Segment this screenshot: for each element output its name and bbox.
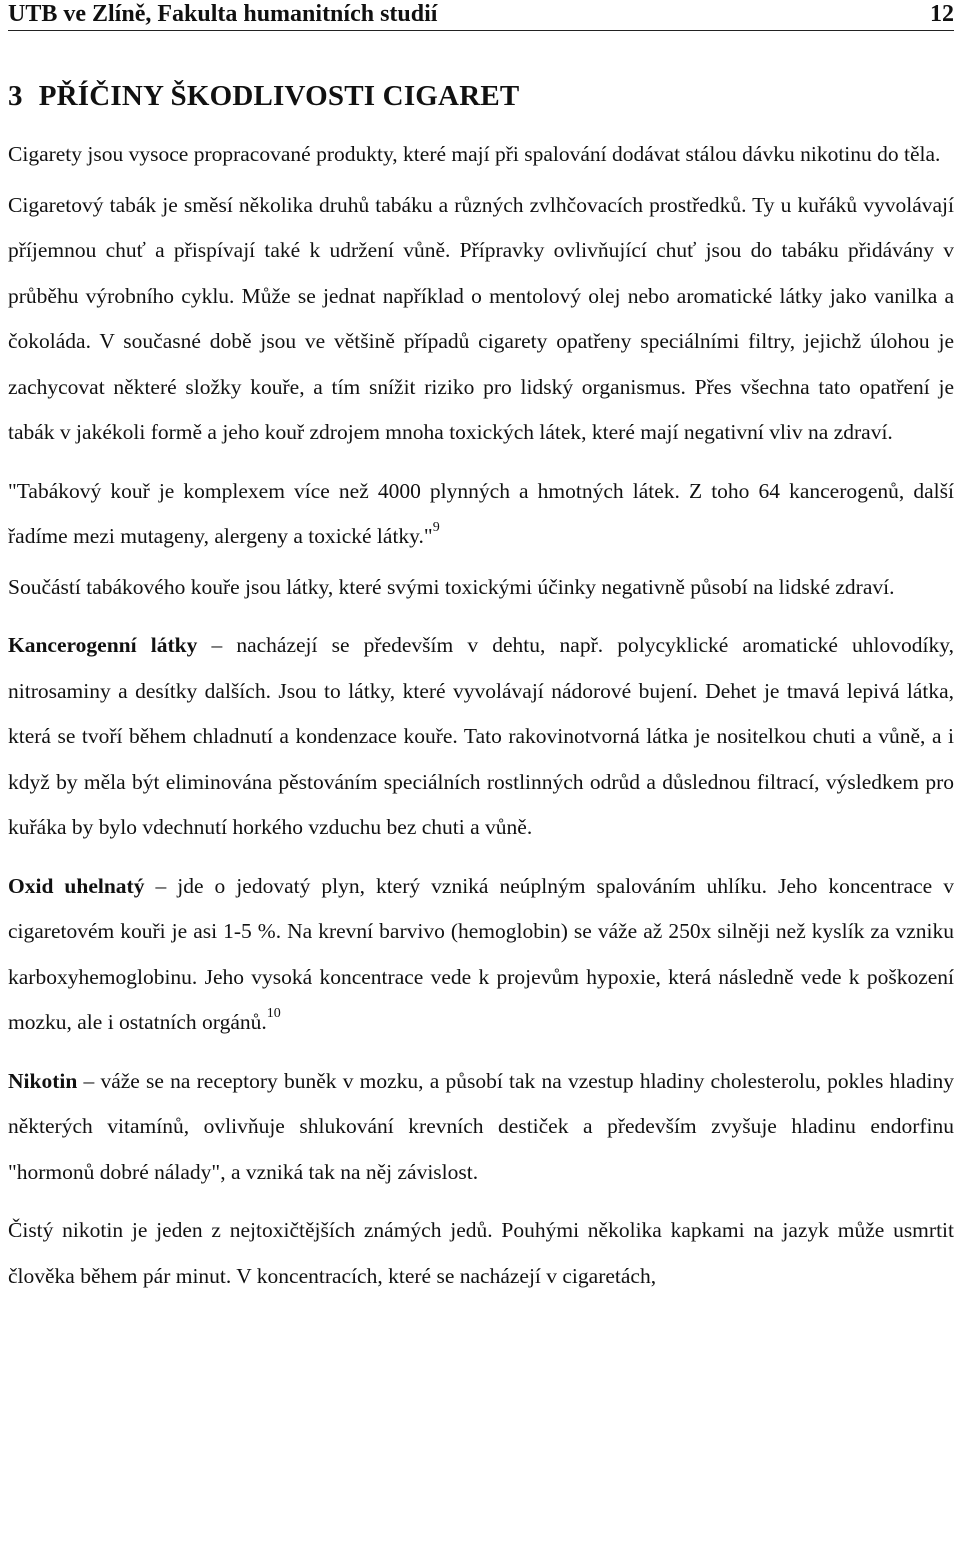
page-body xyxy=(8,76,954,1312)
term-nicotine: Nikotin xyxy=(8,1068,78,1093)
paragraph-intro: Cigarety jsou vysoce propracované produkty, které mají při spalování dodávat stálou dávku nikotinu do těla. xyxy=(8,142,941,166)
carcinogens-text: – nacházejí se především v dehtu, např. polycyklické aromatické uhlovodíky, nitrosaminy a desítky dalších. Jsou to látky, které vyvolávají nádorové bujení. Dehet je tmavá lepivá látka, která se tvoří během chladnutí a kondenzace kouře. Tato rakovinotvorná látka je nositelkou chuti a vůně, a i když by měla být eliminována pěstováním speciálních rostlinných odrůd a důslednou filtrací, výsledkem pro kuřáka by bylo vdechnutí horkého vzduchu bez chuti a vůně. xyxy=(8,633,954,839)
page-header xyxy=(8,0,954,31)
paragraph-pure-nicotine: Čistý nikotin je jeden z nejtoxičtějších známých jedů. Pouhými několika kapkami na jazyk může usmrtit člověka během pár minut. V koncentracích, které se nacházejí v cigaretách, xyxy=(8,1218,954,1288)
paragraph-quote xyxy=(8,469,954,560)
footnote-ref-9: 9 xyxy=(432,520,440,535)
paragraph-carbon-monoxide xyxy=(8,864,954,1046)
header-institution: UTB ve Zlíně, Fakulta humanitních studií xyxy=(8,1,438,27)
paragraph-components: Součástí tabákového kouře jsou látky, které svými toxickými účinky negativně působí na lidské zdraví. xyxy=(8,574,895,599)
paragraph-tobacco: Cigaretový tabák je směsí několika druhů tabáku a různých zvlhčovacích prostředků. Ty u kuřáků vyvolávají příjemnou chuť a přispívají také k udržení vůně. Přípravky ovlivňující chuť jsou do tabáku přidávány v průběhu výrobního cyklu. Může se jednat například o mentolový olej nebo aromatické látky jako vanilka a čokoláda. V současné době jsou ve většině případů cigarety opatřeny speciálními filtry, jejichž úlohou je zachycovat některé složky kouře, a tím snížit riziko pro lidský organismus. Přes všechna tato opatření je tabák v jakékoli formě a jeho kouř zdrojem mnoha toxických látek, které mají negativní vliv na zdraví. xyxy=(8,192,954,444)
nicotine-text: – váže se na receptory buněk v mozku, a působí tak na vzestup hladiny cholesterolu, pokles hladiny některých vitamínů, ovlivňuje shlukování krevních destiček a především zvyšuje hladinu endorfinu "hormonů dobré nálady", a vzniká tak na něj závislost. xyxy=(8,1068,954,1184)
paragraph-nicotine xyxy=(8,1059,954,1196)
term-carcinogens: Kancerogenní látky xyxy=(8,633,198,657)
chapter-number: 3 xyxy=(8,80,23,112)
paragraph-carcinogens xyxy=(8,623,954,851)
carbon-monoxide-text: – jde o jedovatý plyn, který vzniká neúplným spalováním uhlíku. Jeho koncentrace v cigaretovém kouři je asi 1-5 %. Na krevní barvivo (hemoglobin) se váže až 250x silněji než kyslík za vzniku karboxyhemoglobinu. Jeho vysoká koncentrace vede k projevům hypoxie, která následně vede k poškození mozku, ale i ostatních orgánů. xyxy=(8,873,954,1034)
chapter-title xyxy=(8,76,954,116)
quote-text: "Tabákový kouř je komplexem více než 4000 plynných a hmotných látek. Z toho 64 kancerogenů, další řadíme mezi mutageny, alergeny a toxické látky." xyxy=(8,478,954,548)
footnote-ref-10: 10 xyxy=(266,1006,281,1021)
header-page-number: 12 xyxy=(930,1,954,27)
term-carbon-monoxide: Oxid uhelnatý xyxy=(8,873,145,898)
chapter-title-text: PŘÍČINY ŠKODLIVOSTI CIGARET xyxy=(38,80,520,112)
